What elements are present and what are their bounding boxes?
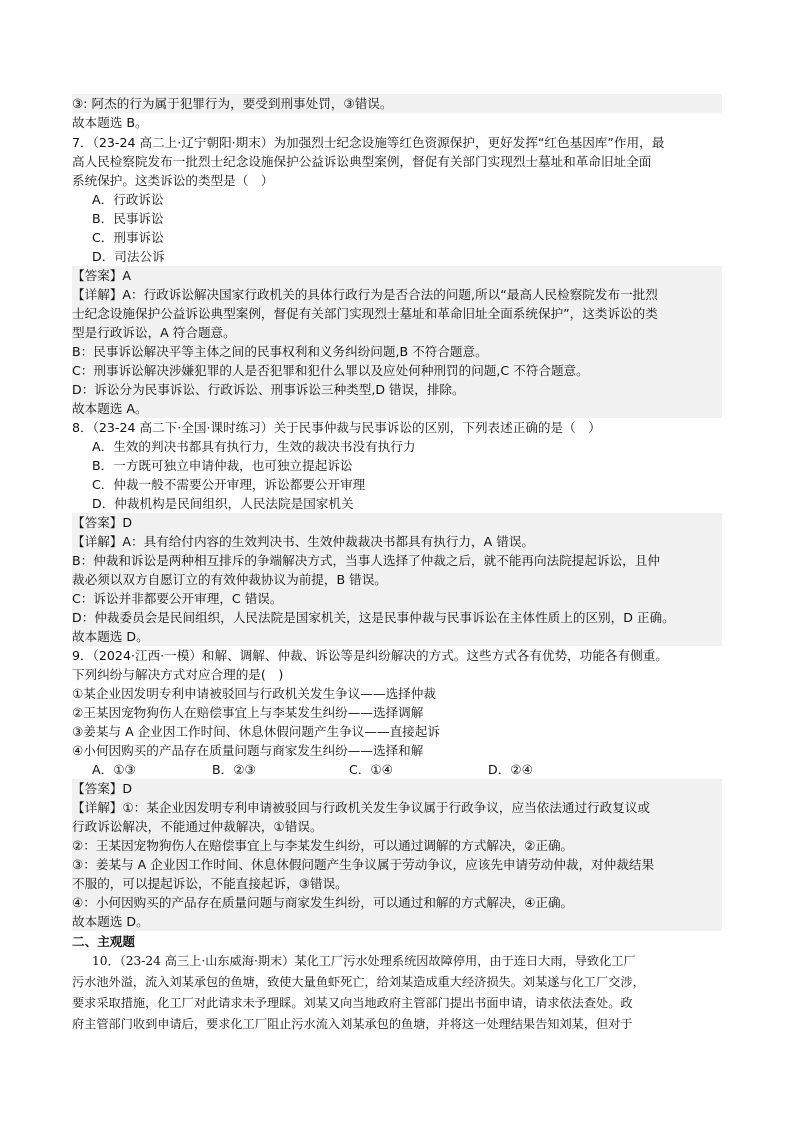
explanation-line: ③：姜某与 A 企业因工作时间、休息休假问题产生争议属于劳动争议，应该先申请劳动仲裁，对仲裁结果 xyxy=(72,855,722,874)
explanation-line: 不服的，可以提起诉讼，不能直接起诉，③错误。 xyxy=(72,874,722,893)
explanation-line: C：诉讼并非都要公开审理，C 错误。 xyxy=(72,589,722,608)
question-stem: 下列纠纷与解决方式对应合理的是( ) xyxy=(72,667,284,682)
explanation-line: B：仲裁和诉讼是两种相互排斥的争端解决方式，当事人选择了仲裁之后，就不能再向法院提起诉讼，且仲 xyxy=(72,551,722,570)
question-stem: 要求采取措施，化工厂对此请求未予理睬。刘某又向当地政府主管部门提出书面申请，请求依法查处。政 xyxy=(72,996,633,1010)
explanation-line: ②：王某因宠物狗伤人在赔偿事宜上与李某发生纠纷，可以通过调解的方式解决，②正确。 xyxy=(72,836,722,855)
question-stem: 系统保护。这类诉讼的类型是（ ） xyxy=(72,173,274,188)
question-stem: 9．（2024·江西·一模）和解、调解、仲裁、诉讼等是纠纷解决的方式。这些方式各有优势，功能各有侧重。 xyxy=(72,648,668,663)
answer-line: 【答案】A xyxy=(72,266,722,285)
option-d: D．②④ xyxy=(488,762,533,777)
option-a: A．①③ xyxy=(92,762,136,777)
statement-item: ③姜某与 A 企业因工作时间、休息休假问题产生争议——直接起诉 xyxy=(72,724,440,739)
answer-line: 【答案】D xyxy=(72,779,722,798)
option-a: A．行政诉讼 xyxy=(92,192,164,207)
option-d: D．司法公诉 xyxy=(92,249,165,264)
explanation-line: 故本题选 D。 xyxy=(72,912,722,931)
question-stem: 8．（23-24 高二下·全国·课时练习）关于民事仲裁与民事诉讼的区别，下列表述正确的是（ ） xyxy=(72,420,601,435)
explanation-line: 故本题选 A。 xyxy=(72,399,722,418)
explanation-line: 【详解】A：具有给付内容的生效判决书、生效仲裁裁决书都具有执行力，A 错误。 xyxy=(72,532,722,551)
option-row xyxy=(92,760,722,779)
explanation-line: C：刑事诉讼解决涉嫌犯罪的人是否犯罪和犯什么罪以及应处何种刑罚的问题,C 不符合题意。 xyxy=(72,361,722,380)
option-c: C．仲裁一般不需要公开审理，诉讼都要公开审理 xyxy=(92,477,366,492)
option-b: B．②③ xyxy=(212,762,256,777)
answer-line: 【答案】D xyxy=(72,513,722,532)
option-b: B．一方既可独立申请仲裁，也可独立提起诉讼 xyxy=(92,458,353,473)
option-b: B．民事诉讼 xyxy=(92,211,164,226)
option-c: C．刑事诉讼 xyxy=(92,230,164,245)
question-stem: 10．（23-24 高三上·山东威海·期末）某化工厂污水处理系统因故障停用，由于连日大雨，导致化工厂 xyxy=(92,954,636,968)
explanation-line: 【详解】A：行政诉讼解决国家行政机关的具体行政行为是否合法的问题,所以“最高人民检察院发布一批烈 xyxy=(72,285,722,304)
explanation-line: 行政诉讼解决，不能通过仲裁解决，①错误。 xyxy=(72,817,722,836)
question-stem: 府主管部门收到申请后，要求化工厂阻止污水流入刘某承包的鱼塘，并将这一处理结果告知刘某，但对于 xyxy=(72,1017,633,1031)
option-c: C．①④ xyxy=(349,762,393,777)
question-stem: 高人民检察院发布一批烈士纪念设施保护公益诉讼典型案例，督促有关部门实现烈士墓址和革命旧址全面 xyxy=(72,154,652,169)
explanation-line: 故本题选 D。 xyxy=(72,627,722,646)
explanation-line: ④：小何因购买的产品存在质量问题与商家发生纠纷，可以通过和解的方式解决，④正确。 xyxy=(72,893,722,912)
section-heading: 二、主观题 xyxy=(72,934,135,949)
option-d: D．仲裁机构是民间组织，人民法院是国家机关 xyxy=(92,496,354,511)
question-stem: 污水池外溢，流入刘某承包的鱼塘，致使大量鱼虾死亡，给刘某造成重大经济损失。刘某遂与化工厂交涉， xyxy=(72,975,645,989)
explanation-line: D：诉讼分为民事诉讼、行政诉讼、刑事诉讼三种类型,D 错误，排除。 xyxy=(72,380,722,399)
explanation-line: D：仲裁委员会是民间组织，人民法院是国家机关，这是民事仲裁与民事诉讼在主体性质上的区别，D 正确。 xyxy=(72,608,722,627)
option-a: A．生效的判决书都具有执行力，生效的裁决书没有执行力 xyxy=(92,439,416,454)
explanation-line: 士纪念设施保护公益诉讼典型案例，督促有关部门实现烈士墓址和革命旧址全面系统保护”，这类诉讼的类 xyxy=(72,304,722,323)
statement-item: ④小何因购买的产品存在质量问题与商家发生纠纷——选择和解 xyxy=(72,743,424,758)
text-line: 故本题选 B。 xyxy=(72,115,148,130)
text-line: ③: 阿杰的行为属于犯罪行为，要受到刑事处罚，③错误。 xyxy=(72,94,722,113)
explanation-line: 【详解】①：某企业因发明专利申请被驳回与行政机关发生争议属于行政争议，应当依法通过行政复议或 xyxy=(72,798,722,817)
statement-item: ①某企业因发明专利申请被驳回与行政机关发生争议——选择仲裁 xyxy=(72,686,436,701)
explanation-line: B：民事诉讼解决平等主体之间的民事权利和义务纠纷问题,B 不符合题意。 xyxy=(72,342,722,361)
explanation-line: 裁必须以双方自愿订立的有效仲裁协议为前提，B 错误。 xyxy=(72,570,722,589)
question-stem: 7．（23-24 高二上·辽宁朝阳·期末）为加强烈士纪念设施等红色资源保护，更好发挥“红色基因库”作用，最 xyxy=(72,135,665,150)
statement-item: ②王某因宠物狗伤人在赔偿事宜上与李某发生纠纷——选择调解 xyxy=(72,705,424,720)
explanation-line: 型是行政诉讼，A 符合题意。 xyxy=(72,323,722,342)
